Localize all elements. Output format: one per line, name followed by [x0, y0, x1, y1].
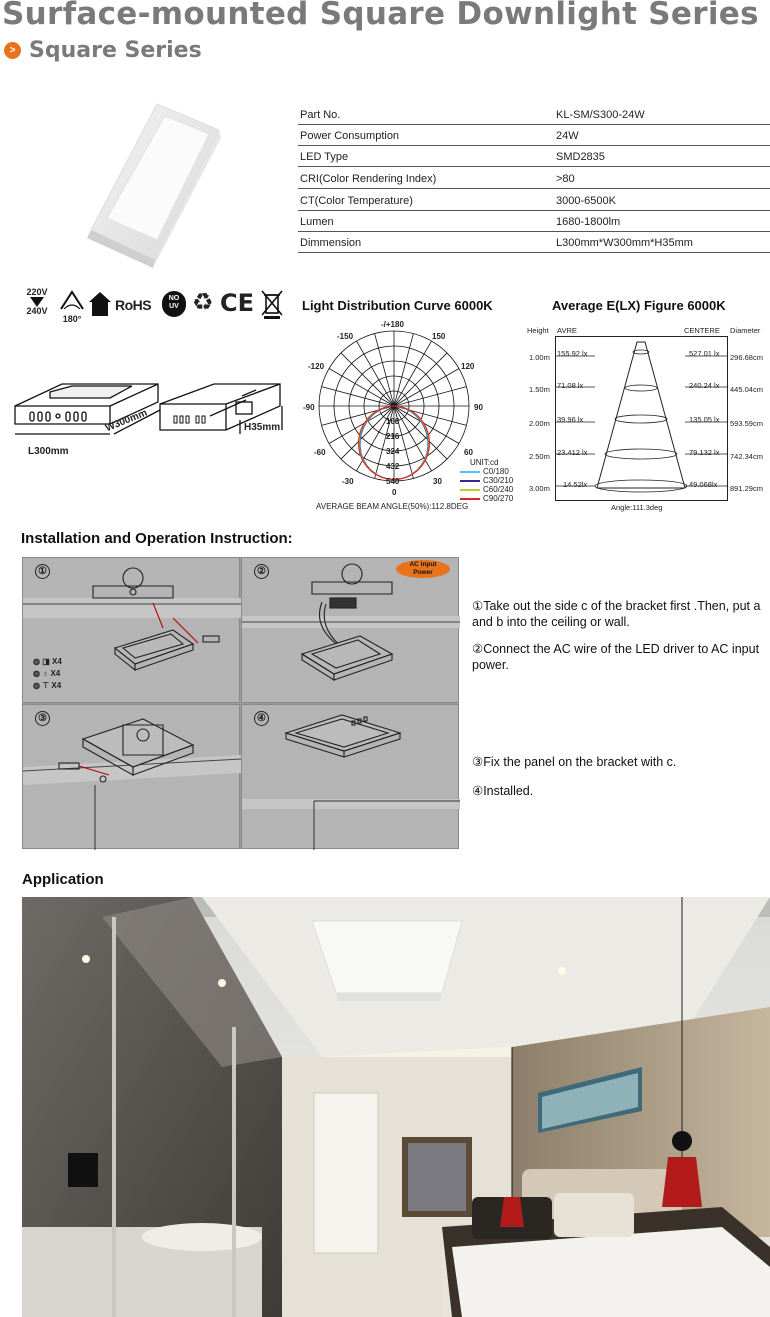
weee-bin-icon [260, 289, 284, 319]
screw-count: ◍ ◨ X4 [33, 657, 62, 666]
product-photo [85, 100, 225, 270]
rohs-icon: RoHS [115, 297, 152, 313]
voltage-icon: 220V AC 240V [26, 287, 48, 316]
lux-col-diameter: Diameter [730, 326, 761, 335]
legend-swatch [460, 480, 480, 482]
spec-row: Dimmension L300mm*W300mm*H35mm [298, 232, 770, 253]
lux-height: 1.00m [529, 353, 550, 362]
legend-entry: C90/270 [460, 494, 513, 503]
angle-label: -30 [342, 477, 354, 486]
ac-input-power-tag: AC Input Power [396, 560, 450, 578]
legend-swatch [460, 471, 480, 473]
installation-heading: Installation and Operation Instruction: [21, 530, 293, 547]
lux-centere: 527.01 lx [689, 349, 720, 358]
lux-diameter: 296.68cm [730, 353, 763, 362]
install-step-3: ③Fix the panel on the bracket with c. [472, 755, 677, 769]
install-panel-3: ③ [22, 704, 240, 849]
spec-row: CT(Color Temperature) 3000-6500K [298, 189, 770, 211]
install-step-1: ①Take out the side c of the bracket first .Then, put a and b into the ceiling or wall. [472, 599, 761, 629]
lux-diameter: 891.29cm [730, 484, 763, 493]
screw-legend [33, 656, 62, 692]
angle-label: -/+180 [381, 320, 404, 329]
angle-label: -150 [337, 332, 354, 341]
bedroom-scene [22, 897, 770, 1317]
legend-entry: C60/240 [460, 485, 513, 494]
lux-avre: 23.412 lx [557, 448, 588, 457]
subtitle-text: Square Series [29, 38, 202, 63]
chevron-right-icon: > [4, 42, 21, 59]
angle-label: 60 [464, 448, 473, 457]
angle-label: 90 [474, 403, 483, 412]
no-uv-icon: NO UV [162, 291, 186, 317]
radial-label: 108 [386, 417, 400, 426]
lux-height: 1.50m [529, 385, 550, 394]
install-panel-4: ④ [241, 704, 459, 849]
lux-centere: 240.24 lx [689, 381, 720, 390]
angle-label: 120 [461, 362, 475, 371]
radial-label: 324 [386, 447, 400, 456]
installation-diagram [22, 557, 459, 849]
lux-angle-label: Angle:111.3deg [611, 503, 663, 512]
beam-angle-icon: 180° [56, 289, 88, 324]
lux-col-centere: CENTERE [684, 326, 720, 335]
lux-avre: 14.52lx [563, 480, 588, 489]
spec-row: Lumen 1680-1800lm [298, 211, 770, 232]
polar-legend [460, 467, 513, 503]
lux-centere: 49.068lx [689, 480, 718, 489]
lux-avre: 155.92 lx [557, 349, 588, 358]
legend-swatch [460, 489, 480, 491]
angle-label: -120 [308, 362, 325, 371]
spec-row: Part No. KL-SM/S300-24W [298, 104, 770, 125]
lux-centere: 79.132 lx [689, 448, 720, 457]
screw-count: ◍ ⊤ X4 [33, 681, 62, 690]
screw-count: ◍ ♁ X4 [33, 669, 61, 678]
lux-diameter: 593.59cm [730, 419, 763, 428]
lux-centere: 135.05 lx [689, 415, 720, 424]
lux-col-avre: AVRE [557, 326, 577, 335]
lux-height: 2.50m [529, 452, 550, 461]
install-step-2: ②Connect the AC wire of the LED driver to AC input power. [472, 642, 760, 672]
page-title: Surface-mounted Square Downlight Series [2, 0, 759, 32]
lux-col-height: Height [527, 326, 549, 335]
radial-label: 432 [386, 462, 400, 471]
spec-table [298, 104, 770, 253]
ce-icon: CE [220, 289, 255, 317]
angle-label: 150 [432, 332, 446, 341]
lux-diameter: 445.04cm [730, 385, 763, 394]
radial-label: 216 [386, 432, 400, 441]
angle-label: -60 [314, 448, 326, 457]
length-label: L300mm [28, 446, 69, 457]
angle-label: 0 [392, 488, 397, 497]
install-step-4: ④Installed. [472, 784, 534, 798]
radial-label: 0 [391, 402, 396, 411]
application-heading: Application [22, 871, 104, 888]
radial-label: 540 [386, 477, 400, 486]
spec-row: LED Type SMD2835 [298, 146, 770, 167]
legend-entry: C30/210 [460, 476, 513, 485]
height-label: H35mm [244, 422, 281, 433]
install-panel-1: ① ◍ ◨ X4 ◍ ♁ X4 ◍ ⊤ X4 [22, 557, 240, 703]
home-icon [88, 291, 112, 317]
width-label: W300mm [104, 407, 149, 435]
install-panel-2: ② AC Input Power [241, 557, 459, 703]
lux-diameter: 742.34cm [730, 452, 763, 461]
spec-row: Power Consumption 24W [298, 125, 770, 146]
series-subtitle [4, 38, 202, 63]
unit-label: UNIT:cd [470, 458, 499, 467]
legend-entry: C0/180 [460, 467, 513, 476]
lux-height: 3.00m [529, 484, 550, 493]
angle-label: 30 [433, 477, 442, 486]
lux-height: 2.00m [529, 419, 550, 428]
recycle-icon: ♻ [192, 289, 214, 316]
polar-chart-title: Light Distribution Curve 6000K [302, 298, 493, 313]
application-photo [22, 897, 770, 1317]
certification-icons [20, 287, 290, 323]
lux-avre: 71.08 lx [557, 381, 584, 390]
lux-avre: 39.96 lx [557, 415, 584, 424]
lux-figure-title: Average E(LX) Figure 6000K [552, 298, 726, 313]
legend-swatch [460, 498, 480, 500]
beam-angle-label: AVERAGE BEAM ANGLE(50%):112.8DEG [316, 502, 469, 511]
angle-label: -90 [303, 403, 315, 412]
spec-row: CRI(Color Rendering Index) >80 [298, 167, 770, 189]
